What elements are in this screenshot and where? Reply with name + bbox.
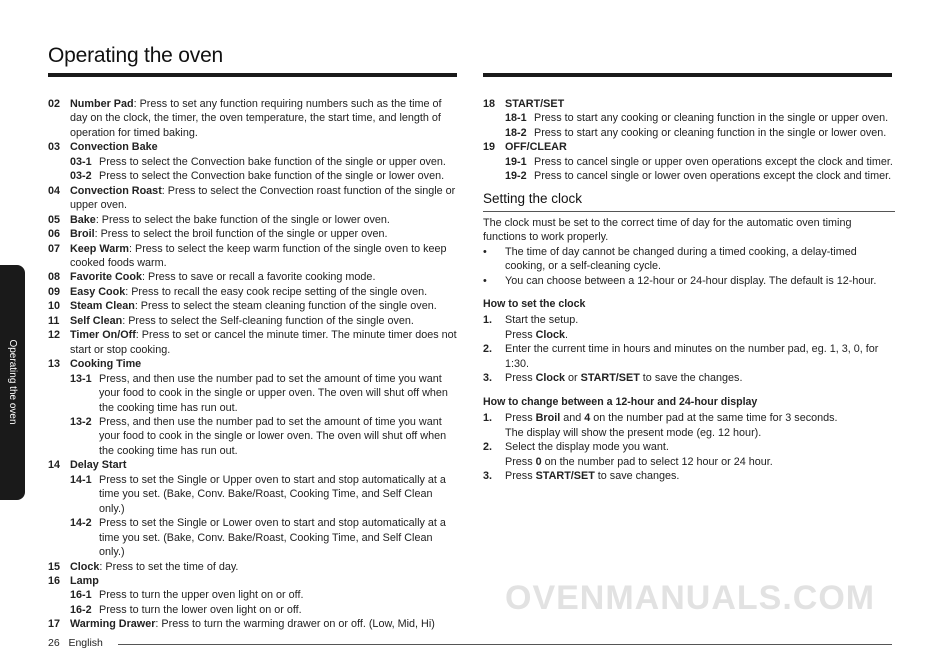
button-name: START/SET <box>535 469 595 482</box>
subitem-description: Press to turn the upper oven light on or off. <box>99 589 304 602</box>
control-item <box>48 285 460 299</box>
step-number: 2. <box>483 343 493 356</box>
procedure-step <box>483 469 895 483</box>
title-rule-left <box>48 73 457 77</box>
control-subitem <box>48 473 460 516</box>
subitem-number: 14-1 <box>70 473 92 486</box>
item-label: Easy Cook <box>70 285 126 298</box>
subitem-description: Press, and then use the number pad to set the amount of time you want your food to cook in the single or upper oven. The oven will shut off when the cooking time has run out. <box>99 372 448 414</box>
procedure-heading: How to set the clock <box>483 297 586 310</box>
bullet-item <box>483 274 895 288</box>
item-description: : Press to set any function requiring numbers such as the time of day on the clock, the timer, the oven temperature, the start time, and length of operation for timed baking. <box>70 98 442 139</box>
control-item <box>48 314 460 328</box>
bullet-icon: • <box>483 245 487 258</box>
control-item <box>48 458 460 472</box>
button-name: 4 <box>584 412 591 425</box>
step-number: 3. <box>483 372 493 385</box>
subitem-description: Press to select the Convection bake function of the single or lower oven. <box>99 170 445 183</box>
item-description: : Press to set or cancel the minute timer. The minute timer does not start or stop cooking. <box>70 329 457 356</box>
item-number: 08 <box>48 271 61 284</box>
button-name: START/SET <box>580 372 640 385</box>
item-description: : Press to set the time of day. <box>99 560 239 573</box>
control-subitem <box>48 588 460 602</box>
step-text: Press <box>505 455 536 468</box>
subitem-description: Press to set the Single or Lower oven to start and stop automatically at a time you set. (Bake, Conv. Bake/Roast, Cooking Time, and Self Clean only.) <box>99 517 446 559</box>
control-item <box>483 140 895 154</box>
procedure-heading: How to change between a 12-hour and 24-hour display <box>483 395 758 408</box>
control-item <box>48 270 460 284</box>
item-label: Broil <box>70 228 95 241</box>
step-text: The display will show the present mode (eg. 12 hour). <box>505 426 762 439</box>
item-number: 06 <box>48 228 61 241</box>
item-description: : Press to recall the easy cook recipe setting of the single oven. <box>125 285 428 298</box>
step-text: on the number pad to select 12 hour or 24 hour. <box>541 455 773 468</box>
control-list-continued <box>483 97 895 184</box>
control-subitem <box>48 415 460 458</box>
step-text: and <box>560 412 585 425</box>
step-text: to save the changes. <box>639 372 743 385</box>
item-description: : Press to select the broil function of the single or upper oven. <box>94 228 388 241</box>
control-item <box>48 242 460 271</box>
title-rule-right <box>483 73 892 77</box>
subitem-number: 19-1 <box>505 155 527 168</box>
item-label: Favorite Cook <box>70 271 142 284</box>
item-description: : Press to save or recall a favorite cooking mode. <box>142 271 376 284</box>
item-number: 03 <box>48 141 61 154</box>
item-label: Number Pad <box>70 98 134 110</box>
item-label: Convection Roast <box>70 184 162 197</box>
item-label: Cooking Time <box>70 358 142 371</box>
subitem-number: 16-2 <box>70 603 92 616</box>
subitem-description: Press to set the Single or Upper oven to start and stop automatically at a time you set. (Bake, Conv. Bake/Roast, Cooking Time, and Self Clean only.) <box>99 473 446 515</box>
item-number: 18 <box>483 98 496 110</box>
item-label: Warming Drawer <box>70 618 156 631</box>
watermark: OVENMANUALS.COM <box>505 579 876 617</box>
control-item <box>48 184 460 213</box>
item-description: : Press to select the Self-cleaning function of the single oven. <box>122 314 414 327</box>
button-name: Clock <box>535 328 566 341</box>
step-text: or <box>565 372 581 385</box>
subitem-description: Press to select the Convection bake function of the single or upper oven. <box>99 155 446 168</box>
subitem-number: 13-1 <box>70 372 92 385</box>
clock-procedures <box>483 297 895 483</box>
button-name: Broil <box>535 412 561 425</box>
button-name: 0 <box>535 455 542 468</box>
item-description: : Press to select the steam cleaning function of the single oven. <box>134 300 437 313</box>
control-item <box>48 617 460 631</box>
control-subitem <box>48 372 460 415</box>
item-number: 12 <box>48 329 61 342</box>
step-text: Start the setup. <box>505 314 579 327</box>
item-number: 10 <box>48 300 61 313</box>
side-tab-label: Operating the oven <box>7 339 19 425</box>
control-subitem <box>483 155 895 169</box>
control-item <box>48 140 460 154</box>
item-label: Timer On/Off <box>70 329 136 342</box>
step-text: to save changes. <box>594 469 680 482</box>
bullet-icon: • <box>483 274 487 287</box>
item-label: Lamp <box>70 574 99 587</box>
control-subitem <box>48 155 460 169</box>
subitem-description: Press to cancel single or upper oven operations except the clock and timer. <box>534 155 893 168</box>
item-number: 15 <box>48 560 61 573</box>
control-item <box>48 213 460 227</box>
step-number: 1. <box>483 412 493 425</box>
item-number: 04 <box>48 184 61 197</box>
procedure-step <box>483 411 895 440</box>
control-subitem <box>483 126 895 140</box>
control-subitem <box>48 169 460 183</box>
step-text: Press <box>505 372 536 385</box>
item-number: 14 <box>48 459 61 472</box>
control-item <box>48 357 460 371</box>
clock-intro: The clock must be set to the correct time of day for the automatic oven timing functions to work properly. <box>483 216 852 244</box>
item-label: Convection Bake <box>70 141 158 154</box>
control-item <box>48 328 460 357</box>
subitem-number: 18-2 <box>505 126 527 139</box>
item-description: : Press to select the Convection roast function of the single or upper oven. <box>70 184 456 212</box>
item-number: 02 <box>48 98 61 110</box>
item-label: Clock <box>70 560 100 573</box>
step-text: on the number pad at the same time for 3 seconds. <box>590 412 838 425</box>
subitem-number: 03-2 <box>70 170 92 183</box>
clock-notes <box>483 245 895 288</box>
subitem-description: Press to turn the lower oven light on or off. <box>99 603 302 616</box>
control-item <box>48 299 460 313</box>
step-text: Select the display mode you want. <box>505 441 669 454</box>
item-number: 07 <box>48 242 61 255</box>
subitem-description: Press to cancel single or lower oven operations except the clock and timer. <box>534 170 892 183</box>
page-number: 26 <box>48 637 60 649</box>
item-number: 17 <box>48 618 61 631</box>
step-text: Press <box>505 328 536 341</box>
step-number: 2. <box>483 441 493 454</box>
control-item <box>48 574 460 588</box>
control-item <box>48 97 460 140</box>
button-name: Clock <box>535 372 566 385</box>
bullet-text: The time of day cannot be changed during a timed cooking, a delay-timed cooking, or a self-cleaning cycle. <box>505 245 857 273</box>
control-subitem <box>483 111 895 125</box>
step-text: Press <box>505 469 536 482</box>
subitem-description: Press to start any cooking or cleaning function in the single or upper oven. <box>534 112 889 125</box>
item-label: OFF/CLEAR <box>505 141 567 154</box>
footer-rule <box>118 644 892 645</box>
procedure-step <box>483 313 895 342</box>
subitem-number: 18-1 <box>505 112 527 125</box>
subitem-number: 19-2 <box>505 170 527 183</box>
right-column <box>483 97 895 483</box>
control-item <box>48 227 460 241</box>
footer <box>48 636 103 650</box>
subitem-number: 13-2 <box>70 415 92 428</box>
subitem-number: 03-1 <box>70 155 92 168</box>
section-heading-setting-clock: Setting the clock <box>483 190 895 212</box>
procedure-step <box>483 371 895 385</box>
step-text: Press <box>505 412 536 425</box>
bullet-item <box>483 245 895 274</box>
subitem-description: Press to start any cooking or cleaning function in the single or lower oven. <box>534 126 887 139</box>
subitem-description: Press, and then use the number pad to set the amount of time you want your food to cook in the single or lower oven. The oven will shut off when the cooking time has run out. <box>99 415 447 457</box>
footer-language: English <box>68 637 103 649</box>
item-description: : Press to select the keep warm function of the single oven to keep cooked foods warm. <box>70 242 447 269</box>
item-label: Delay Start <box>70 459 127 472</box>
item-label: START/SET <box>505 98 565 110</box>
item-description: : Press to turn the warming drawer on or off. (Low, Mid, Hi) <box>155 618 435 631</box>
item-number: 16 <box>48 574 61 587</box>
control-subitem <box>483 169 895 183</box>
control-item <box>48 560 460 574</box>
control-subitem <box>48 603 460 617</box>
item-number: 19 <box>483 141 496 154</box>
item-number: 13 <box>48 358 61 371</box>
control-subitem <box>48 516 460 559</box>
item-label: Self Clean <box>70 314 123 327</box>
item-label: Keep Warm <box>70 242 129 255</box>
step-number: 3. <box>483 469 493 482</box>
procedure-step <box>483 342 895 371</box>
item-description: : Press to select the bake function of the single or lower oven. <box>95 213 390 226</box>
item-number: 09 <box>48 285 61 298</box>
item-label: Steam Clean <box>70 300 135 313</box>
item-label: Bake <box>70 213 96 226</box>
step-text: . <box>565 328 569 341</box>
step-text: Enter the current time in hours and minutes on the number pad, eg. 1, 3, 0, for 1:30. <box>505 343 879 370</box>
item-number: 11 <box>48 314 60 327</box>
subitem-number: 14-2 <box>70 517 92 530</box>
control-item <box>483 97 895 111</box>
step-number: 1. <box>483 314 493 327</box>
bullet-text: You can choose between a 12-hour or 24-hour display. The default is 12-hour. <box>505 274 877 287</box>
subitem-number: 16-1 <box>70 589 92 602</box>
item-number: 05 <box>48 213 61 226</box>
page-title: Operating the oven <box>48 44 224 67</box>
procedure-step <box>483 440 895 469</box>
left-column <box>48 97 460 632</box>
